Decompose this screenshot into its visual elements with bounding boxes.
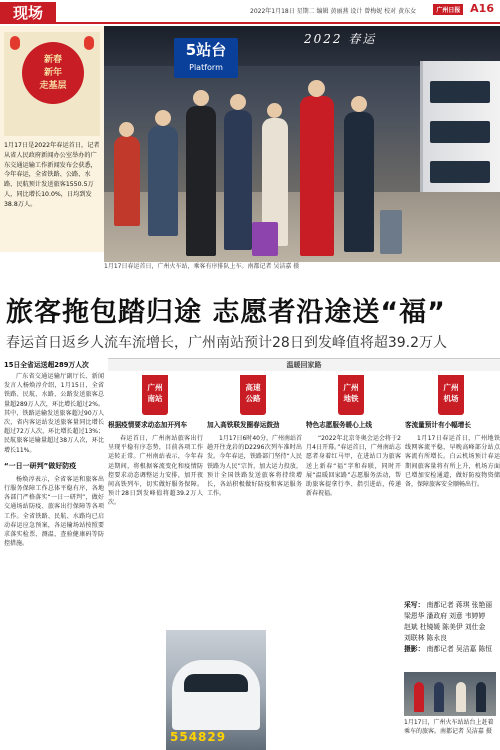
passenger-figure bbox=[114, 136, 140, 226]
passenger-figure bbox=[186, 106, 216, 256]
feature-column-title: 客流量预计有小幅增长 bbox=[405, 421, 471, 429]
passenger-figure bbox=[300, 96, 334, 256]
feature-column-body: 春运首日，广州南站旅客出行呈现平稳有序态势，目前各项工作运转正常。广州南站表示，今年春运期间，将根据客流变化和疫情防控要求动态调整运力安排，加开夜间高铁列车，切实做好服务保障。预计28日到发峰值将超39.2万人次。 bbox=[108, 435, 203, 507]
festival-seal bbox=[22, 42, 84, 104]
feature-column-body: 1月17日6时40分，广州南站首趟开往龙岩的D2296次列车准时出发。今年春运，铁路部门坚持“人民铁路为人民”宗旨，加大运力投放，预计全国铁路发送旅客将持续增长，各站积极做好防疫和客运服务工作。 bbox=[207, 435, 302, 498]
train-photo bbox=[166, 630, 266, 750]
page-number-area bbox=[433, 2, 494, 15]
seal-line: 新年 bbox=[43, 68, 62, 78]
badge-line: 高速 bbox=[245, 383, 261, 392]
feature-column bbox=[306, 421, 401, 498]
location-badge bbox=[338, 375, 364, 415]
passenger-head bbox=[155, 110, 171, 126]
column-title: 15日全省运送超289万人次 bbox=[4, 361, 89, 369]
passenger-figure bbox=[344, 112, 374, 252]
credits-photo-names: 南都记者 吴洁嘉 陈恒 bbox=[426, 645, 493, 653]
passenger-head bbox=[193, 90, 209, 106]
train-window bbox=[430, 121, 490, 143]
passenger-head bbox=[267, 103, 282, 118]
lantern-icon bbox=[10, 36, 20, 50]
left-article-column bbox=[4, 360, 104, 548]
feature-column-title: 加入高铁联发圈春运鼓劲 bbox=[207, 421, 280, 429]
passenger-figure bbox=[456, 682, 466, 712]
subheadline: 春运首日返乡人流车流增长，广州南站预计28日到发峰值将超39.2万人 bbox=[6, 335, 447, 351]
train-number: 554829 bbox=[170, 730, 227, 744]
passenger-head bbox=[230, 94, 246, 110]
badge-line: 南站 bbox=[147, 394, 163, 403]
photo-banner: 2022 春运 bbox=[304, 32, 377, 46]
luggage bbox=[252, 222, 278, 256]
train-window bbox=[430, 161, 490, 183]
page-number: A16 bbox=[470, 2, 494, 15]
paper-tag: 广州日报 bbox=[433, 4, 463, 15]
passenger-figure bbox=[476, 682, 486, 712]
train-windshield bbox=[184, 674, 248, 692]
feature-column-body: “2022年北京冬奥会运会将于2月4日开幕。”春运首日，广州南站志愿者身着红马甲，在进站口为旅客送上新春“福”字和春联，同时开展“温暖回家路”志愿服务活动，帮助旅客提拿行李、指引进站，传递新春祝福。 bbox=[306, 435, 401, 498]
passenger-figure bbox=[224, 110, 252, 250]
luggage bbox=[380, 210, 402, 254]
promo-text: 1月17日是2022年春运首日，记者从省人民政府新闻办公室举办的广东交通运输工作新闻发布会获悉，今年春运，全省铁路、公路、水路、民航预计发送旅客1550.5万人，同比增长10.0%，日均到发38.8万人。 bbox=[4, 142, 100, 208]
badge-line: 机场 bbox=[443, 394, 459, 403]
location-badge bbox=[142, 375, 168, 415]
train-nose bbox=[172, 660, 260, 730]
feature-column bbox=[405, 421, 500, 489]
festival-art bbox=[4, 32, 100, 136]
photo-caption: 1月17日春运首日，广州火车站，乘客有序排队上车。南都记者 吴洁嘉 摄 bbox=[104, 263, 300, 270]
location-badge bbox=[240, 375, 266, 415]
passenger-head bbox=[119, 122, 134, 137]
credits-names: 南都记者 蒋琪 张艳丽 梁恩华 潘政府 刘意 韦婷婷 赵斌 杜镜媛 陈美伊 刘仕金 刘联林 陈永良 bbox=[404, 601, 493, 642]
feature-column bbox=[108, 421, 203, 508]
page-header bbox=[0, 0, 500, 24]
badge-line: 地铁 bbox=[343, 394, 359, 403]
feature-strip: 温暖回家路 bbox=[108, 359, 500, 371]
credits bbox=[404, 600, 494, 655]
passenger-figure bbox=[148, 126, 178, 236]
promo-block bbox=[0, 26, 104, 252]
badge-line: 广州 bbox=[343, 383, 359, 392]
small-photo bbox=[404, 672, 496, 716]
column-body: 杨焕淳表示，全省客运和旅客出行服务保障工作总体平稳有序，各地各部门严格落实“一日一研判”，做好交通场站防疫、旅客出行保障等各项工作。全省铁路、民航、水路均已启动春运应急预案，各运输场站按照要求落实检票、测温、查验健康码等防控措施。 bbox=[4, 475, 104, 548]
issue-meta: 2022年1月18日 星期二 编辑 黄丽燕 设计 曾梅妮 校对 黄东女 bbox=[250, 8, 417, 15]
station-canopy bbox=[104, 26, 500, 66]
section-label: 现场 bbox=[0, 2, 56, 24]
badge-line: 广州 bbox=[443, 383, 459, 392]
platform-number: 5站台 bbox=[185, 41, 227, 59]
credits-role: 采写： bbox=[404, 601, 425, 609]
small-photo-caption: 1月17日，广州火车站站台上赶着乘车的旅客。南都记者 吴洁嘉 摄 bbox=[404, 719, 494, 735]
column-subtitle: “一日一研判”做好防疫 bbox=[4, 461, 77, 470]
feature-column-title: 根据疫情要求动态加开列车 bbox=[108, 421, 188, 429]
seal-line: 走基层 bbox=[39, 81, 67, 91]
passenger-head bbox=[351, 96, 367, 112]
feature-column-body: 1月17日春运首日，广州地铁线网客流平稳，早晚高峰部分站点客流有所增长。白云机场预计春运期间旅客量将有所上升，机场方面已增加安检通道，做好防疫物资储备，保障旅客安全顺畅出行。 bbox=[405, 435, 500, 489]
platform-sign bbox=[174, 38, 238, 78]
lead-photo bbox=[104, 26, 500, 262]
location-badge bbox=[438, 375, 464, 415]
seal-line: 新春 bbox=[43, 55, 62, 65]
headline: 旅客拖包踏归途 志愿者沿途送“福” bbox=[6, 297, 446, 328]
passenger-head bbox=[308, 80, 325, 97]
platform-label: Platform bbox=[189, 63, 223, 72]
feature-column bbox=[207, 421, 302, 498]
badge-line: 公路 bbox=[245, 394, 261, 403]
lantern-icon bbox=[84, 36, 94, 50]
badge-line: 广州 bbox=[147, 383, 163, 392]
credits-photo-role: 摄影： bbox=[404, 645, 425, 653]
column-body: 广东省交通运输厅副厅长、新闻发言人杨焕淳介绍，1月15日，全省铁路、民航、水路、公路发送旅客总量超289万人次，环比增长超过2%。其中，铁路运输发送旅客超过90万人次，省内客运站发送旅客量同比增长超过72万人次，环比增长超过13%；民航旅客运输量超过38万人次，环比增长11%。 bbox=[4, 373, 104, 454]
train-window bbox=[430, 81, 490, 103]
passenger-figure bbox=[434, 682, 444, 712]
passenger-figure bbox=[414, 682, 424, 712]
feature-column-title: 特色志愿服务暖心上线 bbox=[306, 421, 372, 429]
